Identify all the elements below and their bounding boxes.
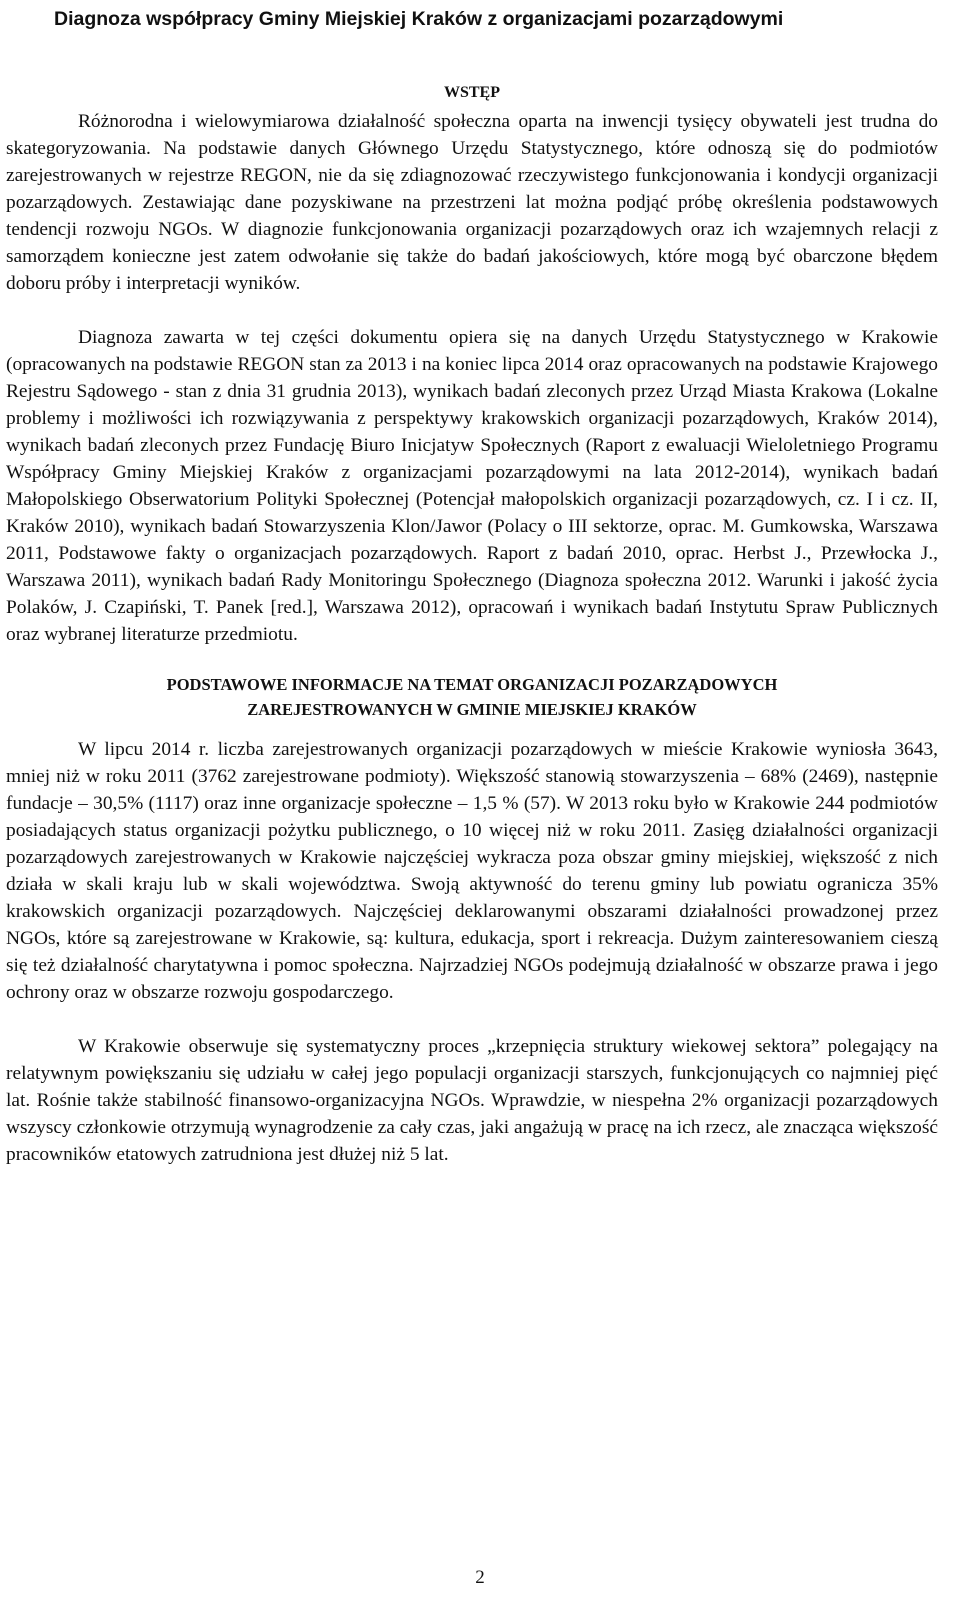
basics-heading-line-2: ZAREJESTROWANYCH W GMINIE MIEJSKIEJ KRAKÓW [247,700,697,719]
basics-paragraph-1: W lipcu 2014 r. liczba zarejestrowanych organizacji pozarządowych w mieście Krakowie wyniosła 3643, mniej niż w roku 2011 (3762 zarejestrowane podmioty). Większość stanowią stowarzyszenia – 68% (2469), następnie fundacje – 30,5% (1117) oraz inne organizacje społeczne – 1,5 % (57). W 2013 roku było w Krakowie 244 podmiotów posiadających status organizacji pożytku publicznego, o 10 więcej niż w roku 2011. Zasięg działalności organizacji pozarządowych zarejestrowanych w Krakowie najczęściej wykracza poza obszar gminy miejskiej, większość z nich działa w skali kraju lub w skali województwa. Swoją aktywność do terenu gminy lub powiatu ogranicza 35% krakowskich organizacji pozarządowych. Najczęściej deklarowanymi obszarami działalności prowadzonej przez NGOs, które są zarejestrowane w Krakowie, są: kultura, edukacja, sport i rekreacja. Dużym zainteresowaniem cieszą się też działalność charytatywna i pomoc społeczna. Najrzadziej NGOs podejmują działalność w obszarze prawa i jego ochrony oraz w obszarze rozwoju gospodarczego. [6,739,938,1003]
intro-paragraph-1: Różnorodna i wielowymiarowa działalność społeczna oparta na inwencji tysięcy obywateli jest trudna do skategoryzowania. Na podstawie danych Głównego Urzędu Statystycznego, które odnoszą się do podmiotów zarejestrowanych w rejestrze REGON, nie da się zdiagnozować rzeczywistego funkcjonowania i kondycji organizacji pozarządowych. Zestawiając dane pozyskiwane na przestrzeni lat można podjąć próbę określenia podstawowych tendencji rozwoju NGOs. W diagnozie funkcjonowania organizacji pozarządowych oraz ich wzajemnych relacji z samorządem konieczne jest zatem odwołanie się także do badań jakościowych, które mogą być obarczone błędem doboru próby i interpretacji wyników. [6,111,938,294]
intro-paragraph-2: Diagnoza zawarta w tej części dokumentu opiera się na danych Urzędu Statystycznego w Krakowie (opracowanych na podstawie REGON stan za 2013 i na koniec lipca 2014 oraz opracowanych na podstawie Krajowego Rejestru Sądowego - stan z dnia 31 grudnia 2013), wynikach badań zleconych przez Urząd Miasta Krakowa (Lokalne problemy i możliwości ich rozwiązywania z perspektywy krakowskich organizacji pozarządowych, Kraków 2014), wynikach badań zleconych przez Fundację Biuro Inicjatyw Społecznych (Raport z ewaluacji Wieloletniego Programu Współpracy Gminy Miejskiej Kraków z organizacjami pozarządowymi na lata 2012-2014), wynikach badań Małopolskiego Obserwatorium Polityki Społecznej (Potencjał małopolskich organizacji pozarządowych, cz. I i cz. II, Kraków 2010), wynikach badań Stowarzyszenia Klon/Jawor (Polacy o III sektorze, oprac. M. Gumkowska, Warszawa 2011, Podstawowe fakty o organizacjach pozarządowych. Raport z badań 2010, oprac. Herbst J., Przewłocka J., Warszawa 2011), wynikach badań Rady Monitoringu Społecznego (Diagnoza społeczna 2012. Warunki i jakość życia Polaków, J. Czapiński, T. Panek [red.], Warszawa 2012), opracowań i wynikach badań Instytutu Spraw Publicznych oraz wybranej literaturze przedmiotu. [6,327,938,645]
document-body [6,78,938,1168]
intro-heading: WSTĘP [443,84,500,101]
page-number: 2 [475,1567,485,1588]
document-header-title: Diagnoza współpracy Gminy Miejskiej Kraków z organizacjami pozarządowymi [54,8,784,30]
basics-paragraph-2: W Krakowie obserwuje się systematyczny proces „krzepnięcia struktury wiekowej sektora” polegający na relatywnym powiększaniu się udziału w całej jego populacji organizacji starszych, funkcjonujących co najmniej pięć lat. Rośnie także stabilność finansowo-organizacyjna NGOs. Wprawdzie, w niespełna 2% organizacji pozarządowych wszyscy członkowie otrzymują wynagrodzenie za cały czas, jaki angażują w pracę na ich rzecz, ale znacząca większość pracowników etatowych zatrudniona jest dłużej niż 5 lat. [6,1036,938,1165]
basics-heading [6,672,938,722]
basics-heading-line-1: PODSTAWOWE INFORMACJE NA TEMAT ORGANIZACJI POZARZĄDOWYCH [166,675,778,694]
